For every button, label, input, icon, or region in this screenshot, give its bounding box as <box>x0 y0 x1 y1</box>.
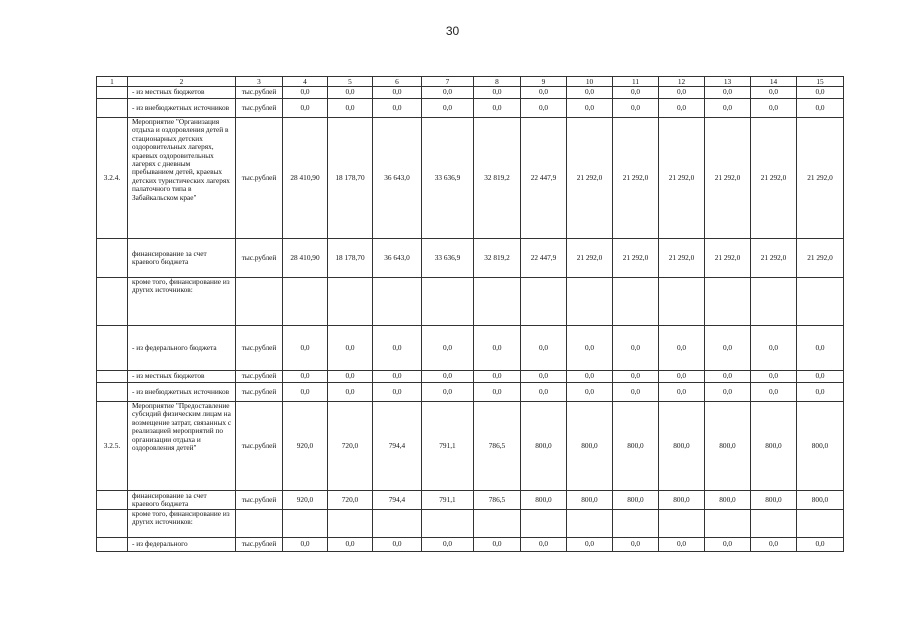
unit-cell: тыс.рублей <box>236 99 283 118</box>
value-cell <box>474 510 521 538</box>
value-cell: 36 643,0 <box>373 239 422 278</box>
description-cell: - из внебюджетных источников <box>128 99 236 118</box>
item-number-cell <box>97 278 128 326</box>
value-cell: 0,0 <box>422 99 474 118</box>
table-row <box>97 99 844 118</box>
description-cell: - из местных бюджетов <box>128 371 236 383</box>
value-cell: 0,0 <box>474 538 521 552</box>
column-number-cell: 15 <box>797 77 844 87</box>
value-cell: 800,0 <box>521 402 567 491</box>
value-cell: 0,0 <box>751 326 797 371</box>
description-cell: - из федерального бюджета <box>128 326 236 371</box>
value-cell: 800,0 <box>705 491 751 510</box>
value-cell: 0,0 <box>521 383 567 402</box>
value-cell: 0,0 <box>328 538 373 552</box>
value-cell: 0,0 <box>797 99 844 118</box>
value-cell: 0,0 <box>751 99 797 118</box>
value-cell: 0,0 <box>705 538 751 552</box>
value-cell: 0,0 <box>659 538 705 552</box>
value-cell: 786,5 <box>474 491 521 510</box>
value-cell: 0,0 <box>521 87 567 99</box>
value-cell <box>751 510 797 538</box>
value-cell <box>613 510 659 538</box>
value-cell: 0,0 <box>328 87 373 99</box>
value-cell <box>521 510 567 538</box>
value-cell: 0,0 <box>283 326 328 371</box>
column-number-cell: 13 <box>705 77 751 87</box>
value-cell: 786,5 <box>474 402 521 491</box>
value-cell: 21 292,0 <box>705 118 751 239</box>
value-cell: 0,0 <box>474 326 521 371</box>
value-cell: 33 636,9 <box>422 118 474 239</box>
budget-table <box>96 76 844 552</box>
value-cell: 21 292,0 <box>705 239 751 278</box>
value-cell: 21 292,0 <box>567 239 613 278</box>
value-cell: 0,0 <box>613 87 659 99</box>
value-cell <box>567 278 613 326</box>
value-cell: 0,0 <box>328 371 373 383</box>
value-cell: 0,0 <box>705 383 751 402</box>
description-cell: финансирование за счет краевого бюджета <box>128 491 236 510</box>
value-cell: 794,4 <box>373 402 422 491</box>
value-cell: 800,0 <box>567 402 613 491</box>
description-cell: Мероприятие "Предоставление субсидий физическим лицам на возмещение затрат, связанных с реализацией мероприятий по организации отдыха и оздоровления детей" <box>128 402 236 491</box>
value-cell: 36 643,0 <box>373 118 422 239</box>
value-cell: 0,0 <box>373 371 422 383</box>
value-cell <box>373 278 422 326</box>
value-cell: 32 819,2 <box>474 118 521 239</box>
description-cell: Мероприятие "Организация отдыха и оздоровления детей в стационарных детских оздоровительных лагерях, краевых оздоровительных лагерях с дневным пребыванием детей, краевых детских туристических лагерях палаточного типа в Забайкальском крае" <box>128 118 236 239</box>
value-cell: 0,0 <box>521 99 567 118</box>
value-cell: 0,0 <box>422 538 474 552</box>
value-cell: 0,0 <box>659 87 705 99</box>
table-row <box>97 383 844 402</box>
value-cell: 0,0 <box>283 538 328 552</box>
value-cell: 0,0 <box>283 87 328 99</box>
table-row <box>97 491 844 510</box>
column-number-cell: 5 <box>328 77 373 87</box>
value-cell: 800,0 <box>797 491 844 510</box>
value-cell: 0,0 <box>705 99 751 118</box>
value-cell: 0,0 <box>373 99 422 118</box>
item-number-cell <box>97 239 128 278</box>
value-cell: 0,0 <box>705 87 751 99</box>
value-cell: 791,1 <box>422 402 474 491</box>
value-cell: 0,0 <box>373 326 422 371</box>
value-cell: 33 636,9 <box>422 239 474 278</box>
table-row <box>97 538 844 552</box>
value-cell: 0,0 <box>373 383 422 402</box>
value-cell: 0,0 <box>283 383 328 402</box>
item-number-cell: 3.2.4. <box>97 118 128 239</box>
value-cell: 800,0 <box>751 491 797 510</box>
unit-cell: тыс.рублей <box>236 538 283 552</box>
value-cell: 0,0 <box>705 326 751 371</box>
value-cell: 0,0 <box>797 326 844 371</box>
value-cell: 0,0 <box>422 87 474 99</box>
value-cell: 32 819,2 <box>474 239 521 278</box>
value-cell: 720,0 <box>328 402 373 491</box>
value-cell: 794,4 <box>373 491 422 510</box>
value-cell: 0,0 <box>521 326 567 371</box>
item-number-cell <box>97 491 128 510</box>
value-cell: 0,0 <box>797 87 844 99</box>
value-cell: 21 292,0 <box>659 118 705 239</box>
item-number-cell <box>97 510 128 538</box>
value-cell: 800,0 <box>521 491 567 510</box>
table-row <box>97 326 844 371</box>
value-cell: 22 447,9 <box>521 118 567 239</box>
value-cell: 21 292,0 <box>613 239 659 278</box>
column-number-cell: 2 <box>128 77 236 87</box>
item-number-cell <box>97 326 128 371</box>
value-cell: 920,0 <box>283 491 328 510</box>
value-cell <box>373 510 422 538</box>
value-cell: 0,0 <box>659 371 705 383</box>
value-cell: 0,0 <box>567 383 613 402</box>
value-cell: 0,0 <box>422 383 474 402</box>
unit-cell: тыс.рублей <box>236 371 283 383</box>
table-row <box>97 87 844 99</box>
value-cell: 21 292,0 <box>613 118 659 239</box>
table-row <box>97 510 844 538</box>
unit-cell: тыс.рублей <box>236 326 283 371</box>
value-cell <box>422 510 474 538</box>
value-cell: 0,0 <box>751 371 797 383</box>
value-cell <box>751 278 797 326</box>
unit-cell: тыс.рублей <box>236 383 283 402</box>
value-cell: 0,0 <box>567 326 613 371</box>
value-cell: 0,0 <box>283 99 328 118</box>
column-number-cell: 7 <box>422 77 474 87</box>
table-row <box>97 118 844 239</box>
unit-cell <box>236 278 283 326</box>
value-cell: 21 292,0 <box>567 118 613 239</box>
column-number-cell: 3 <box>236 77 283 87</box>
value-cell: 0,0 <box>797 538 844 552</box>
value-cell: 800,0 <box>659 491 705 510</box>
table-row <box>97 239 844 278</box>
value-cell: 22 447,9 <box>521 239 567 278</box>
description-cell: - из местных бюджетов <box>128 87 236 99</box>
value-cell: 920,0 <box>283 402 328 491</box>
value-cell: 0,0 <box>567 99 613 118</box>
column-number-cell: 8 <box>474 77 521 87</box>
value-cell: 21 292,0 <box>751 118 797 239</box>
value-cell: 0,0 <box>373 538 422 552</box>
value-cell: 0,0 <box>283 371 328 383</box>
value-cell: 0,0 <box>613 371 659 383</box>
unit-cell: тыс.рублей <box>236 491 283 510</box>
value-cell: 0,0 <box>751 383 797 402</box>
value-cell: 21 292,0 <box>797 239 844 278</box>
value-cell: 0,0 <box>797 371 844 383</box>
item-number-cell <box>97 371 128 383</box>
value-cell <box>474 278 521 326</box>
value-cell: 0,0 <box>751 538 797 552</box>
value-cell: 18 178,70 <box>328 118 373 239</box>
value-cell <box>283 510 328 538</box>
table-row <box>97 278 844 326</box>
value-cell: 0,0 <box>373 87 422 99</box>
value-cell: 800,0 <box>613 402 659 491</box>
value-cell: 0,0 <box>567 87 613 99</box>
value-cell: 0,0 <box>474 99 521 118</box>
value-cell <box>328 278 373 326</box>
column-number-cell: 1 <box>97 77 128 87</box>
value-cell: 791,1 <box>422 491 474 510</box>
value-cell: 0,0 <box>659 99 705 118</box>
value-cell: 0,0 <box>474 87 521 99</box>
item-number-cell <box>97 538 128 552</box>
description-cell: - из федерального <box>128 538 236 552</box>
unit-cell: тыс.рублей <box>236 118 283 239</box>
value-cell <box>283 278 328 326</box>
column-number-cell: 4 <box>283 77 328 87</box>
value-cell: 0,0 <box>328 326 373 371</box>
unit-cell <box>236 510 283 538</box>
value-cell: 800,0 <box>613 491 659 510</box>
value-cell <box>521 278 567 326</box>
value-cell: 0,0 <box>613 326 659 371</box>
column-number-row <box>97 77 844 87</box>
value-cell: 800,0 <box>797 402 844 491</box>
value-cell: 800,0 <box>567 491 613 510</box>
value-cell: 800,0 <box>705 402 751 491</box>
value-cell: 21 292,0 <box>797 118 844 239</box>
value-cell <box>613 278 659 326</box>
item-number-cell <box>97 383 128 402</box>
value-cell <box>705 510 751 538</box>
value-cell: 0,0 <box>521 371 567 383</box>
value-cell: 0,0 <box>474 383 521 402</box>
value-cell: 21 292,0 <box>659 239 705 278</box>
value-cell: 21 292,0 <box>751 239 797 278</box>
value-cell <box>705 278 751 326</box>
column-number-cell: 12 <box>659 77 705 87</box>
value-cell: 0,0 <box>567 538 613 552</box>
column-number-cell: 9 <box>521 77 567 87</box>
description-cell: финансирование за счет краевого бюджета <box>128 239 236 278</box>
value-cell: 0,0 <box>613 538 659 552</box>
description-cell: кроме того, финансирование из других источников: <box>128 510 236 538</box>
column-number-cell: 10 <box>567 77 613 87</box>
value-cell <box>797 510 844 538</box>
value-cell: 0,0 <box>613 99 659 118</box>
value-cell: 720,0 <box>328 491 373 510</box>
value-cell <box>797 278 844 326</box>
column-number-cell: 14 <box>751 77 797 87</box>
value-cell: 0,0 <box>613 383 659 402</box>
value-cell <box>328 510 373 538</box>
value-cell: 0,0 <box>659 326 705 371</box>
value-cell <box>659 278 705 326</box>
item-number-cell <box>97 99 128 118</box>
table-row <box>97 402 844 491</box>
value-cell: 800,0 <box>659 402 705 491</box>
value-cell <box>567 510 613 538</box>
table-row <box>97 371 844 383</box>
description-cell: кроме того, финансирование из других источников: <box>128 278 236 326</box>
item-number-cell <box>97 87 128 99</box>
value-cell: 28 410,90 <box>283 118 328 239</box>
column-number-cell: 6 <box>373 77 422 87</box>
description-cell: - из внебюджетных источников <box>128 383 236 402</box>
value-cell: 28 410,90 <box>283 239 328 278</box>
value-cell <box>659 510 705 538</box>
value-cell: 0,0 <box>751 87 797 99</box>
value-cell: 0,0 <box>705 371 751 383</box>
value-cell: 0,0 <box>567 371 613 383</box>
value-cell: 0,0 <box>521 538 567 552</box>
value-cell: 0,0 <box>797 383 844 402</box>
item-number-cell: 3.2.5. <box>97 402 128 491</box>
value-cell: 800,0 <box>751 402 797 491</box>
unit-cell: тыс.рублей <box>236 87 283 99</box>
value-cell: 18 178,70 <box>328 239 373 278</box>
unit-cell: тыс.рублей <box>236 402 283 491</box>
column-number-cell: 11 <box>613 77 659 87</box>
value-cell: 0,0 <box>328 383 373 402</box>
value-cell <box>422 278 474 326</box>
value-cell: 0,0 <box>422 371 474 383</box>
value-cell: 0,0 <box>328 99 373 118</box>
page-number: 30 <box>445 24 460 38</box>
value-cell: 0,0 <box>422 326 474 371</box>
value-cell: 0,0 <box>474 371 521 383</box>
value-cell: 0,0 <box>659 383 705 402</box>
unit-cell: тыс.рублей <box>236 239 283 278</box>
